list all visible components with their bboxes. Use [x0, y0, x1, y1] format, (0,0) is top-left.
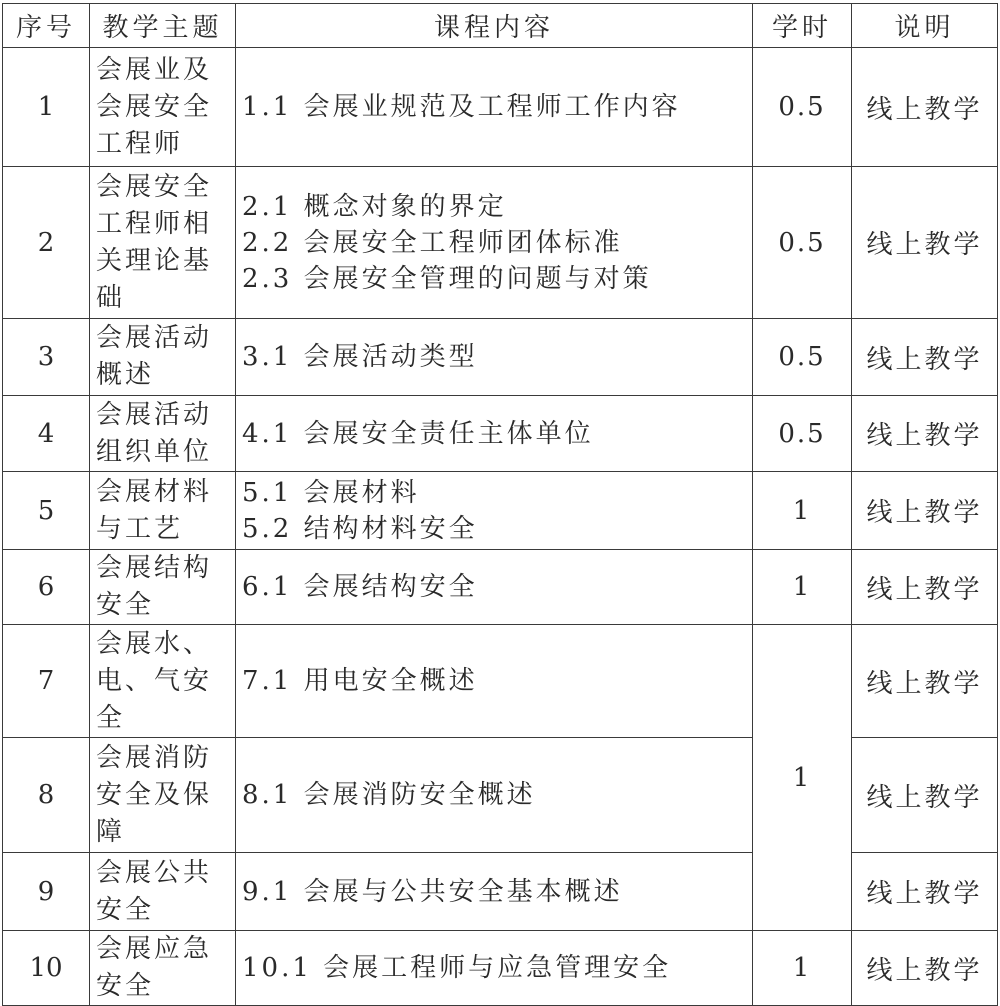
content-line: 2.1 概念对象的界定: [242, 191, 507, 222]
row-index: 9: [3, 853, 90, 931]
row-index: 6: [3, 550, 90, 625]
content-line: 9.1 会展与公共安全基本概述: [242, 876, 623, 907]
topic-line: 关理论基: [96, 245, 213, 276]
header-topic: 教学主题: [90, 4, 236, 48]
topic-line: 与工艺: [96, 513, 184, 544]
row-index: 10: [3, 931, 90, 1006]
content-line: 1.1 会展业规范及工程师工作内容: [242, 92, 681, 122]
row-note: 线上教学: [852, 48, 998, 167]
table-row: [3, 167, 998, 319]
topic-line: 组织单位: [96, 436, 213, 467]
topic-line: 会展公共: [96, 857, 213, 888]
content-line: 4.1 会展安全责任主体单位: [242, 418, 594, 449]
row-content: [236, 396, 753, 472]
topic-line: 会展活动: [96, 399, 213, 430]
row-note: 线上教学: [852, 396, 998, 472]
row-topic: [90, 48, 236, 167]
topic-line: 工程师: [96, 128, 184, 159]
row-note: 线上教学: [852, 550, 998, 625]
row-content: [236, 319, 753, 396]
row-content: [236, 853, 753, 931]
content-line: 2.2 会展安全工程师团体标准: [242, 227, 623, 258]
row-note: 线上教学: [852, 853, 998, 931]
content-line: 5.2 结构材料安全: [242, 513, 478, 544]
topic-line: 电、气安: [96, 665, 213, 696]
row-topic: [90, 167, 236, 319]
row-topic: [90, 853, 236, 931]
topic-line: 安全: [96, 590, 155, 620]
row-content: [236, 625, 753, 738]
row-hours: 0.5: [753, 48, 852, 167]
topic-line: 会展活动: [96, 323, 213, 353]
topic-line: 会展安全: [96, 91, 213, 122]
topic-line: 会展消防: [96, 742, 213, 773]
table-row: [3, 48, 998, 167]
content-line: 2.3 会展安全管理的问题与对策: [242, 263, 652, 294]
header-hours: 学时: [753, 4, 852, 48]
content-line: 8.1 会展消防安全概述: [242, 780, 536, 810]
content-line: 3.1 会展活动类型: [242, 342, 478, 372]
row-index: 4: [3, 396, 90, 472]
topic-line: 会展结构: [96, 553, 213, 583]
content-line: 6.1 会展结构安全: [242, 572, 478, 602]
header-note: 说明: [852, 4, 998, 48]
topic-line: 础: [96, 282, 126, 313]
row-note: 线上教学: [852, 167, 998, 319]
row-index: 3: [3, 319, 90, 396]
header-content: 课程内容: [236, 4, 753, 48]
row-note: 线上教学: [852, 625, 998, 738]
row-content: [236, 472, 753, 550]
header-index: 序号: [3, 4, 90, 48]
table-row: [3, 550, 998, 625]
row-hours: 1: [753, 550, 852, 625]
row-topic: [90, 472, 236, 550]
row-index: 7: [3, 625, 90, 738]
row-index: 5: [3, 472, 90, 550]
row-topic: [90, 931, 236, 1006]
table-row: [3, 931, 998, 1006]
topic-line: 安全: [96, 971, 155, 1001]
row-hours: 1: [753, 472, 852, 550]
document-page: [2, 3, 997, 1006]
row-hours: 1: [753, 931, 852, 1006]
curriculum-table: [2, 3, 998, 1006]
topic-line: 工程师相: [96, 208, 213, 239]
row-topic: [90, 319, 236, 396]
content-line: 7.1 用电安全概述: [242, 666, 478, 696]
row-index: 1: [3, 48, 90, 167]
topic-line: 会展水、: [96, 628, 213, 659]
row-content: [236, 550, 753, 625]
row-note: 线上教学: [852, 319, 998, 396]
row-content: [236, 738, 753, 853]
topic-line: 会展业及: [96, 54, 213, 85]
row-topic: [90, 396, 236, 472]
topic-line: 安全: [96, 894, 155, 925]
topic-line: 概述: [96, 360, 155, 390]
row-topic: [90, 550, 236, 625]
row-index: 2: [3, 167, 90, 319]
row-hours: 0.5: [753, 396, 852, 472]
topic-line: 安全及保: [96, 779, 213, 810]
table-row: [3, 625, 998, 738]
topic-line: 会展材料: [96, 476, 213, 507]
content-line: 5.1 会展材料: [242, 477, 420, 508]
row-note: 线上教学: [852, 931, 998, 1006]
topic-line: 会展应急: [96, 934, 213, 964]
topic-line: 全: [96, 702, 126, 733]
row-hours: 0.5: [753, 319, 852, 396]
row-note: 线上教学: [852, 472, 998, 550]
table-row: [3, 319, 998, 396]
row-hours: 0.5: [753, 167, 852, 319]
row-topic: [90, 625, 236, 738]
row-content: [236, 931, 753, 1006]
row-content: [236, 48, 753, 167]
topic-line: 障: [96, 816, 126, 847]
row-note: 线上教学: [852, 738, 998, 853]
content-line: 10.1 会展工程师与应急管理安全: [242, 953, 672, 983]
row-content: [236, 167, 753, 319]
table-row: [3, 472, 998, 550]
row-topic: [90, 738, 236, 853]
table-row: [3, 396, 998, 472]
row-index: 8: [3, 738, 90, 853]
row-hours-merged: 1: [753, 625, 852, 931]
topic-line: 会展安全: [96, 171, 213, 202]
header-row: [3, 4, 998, 48]
